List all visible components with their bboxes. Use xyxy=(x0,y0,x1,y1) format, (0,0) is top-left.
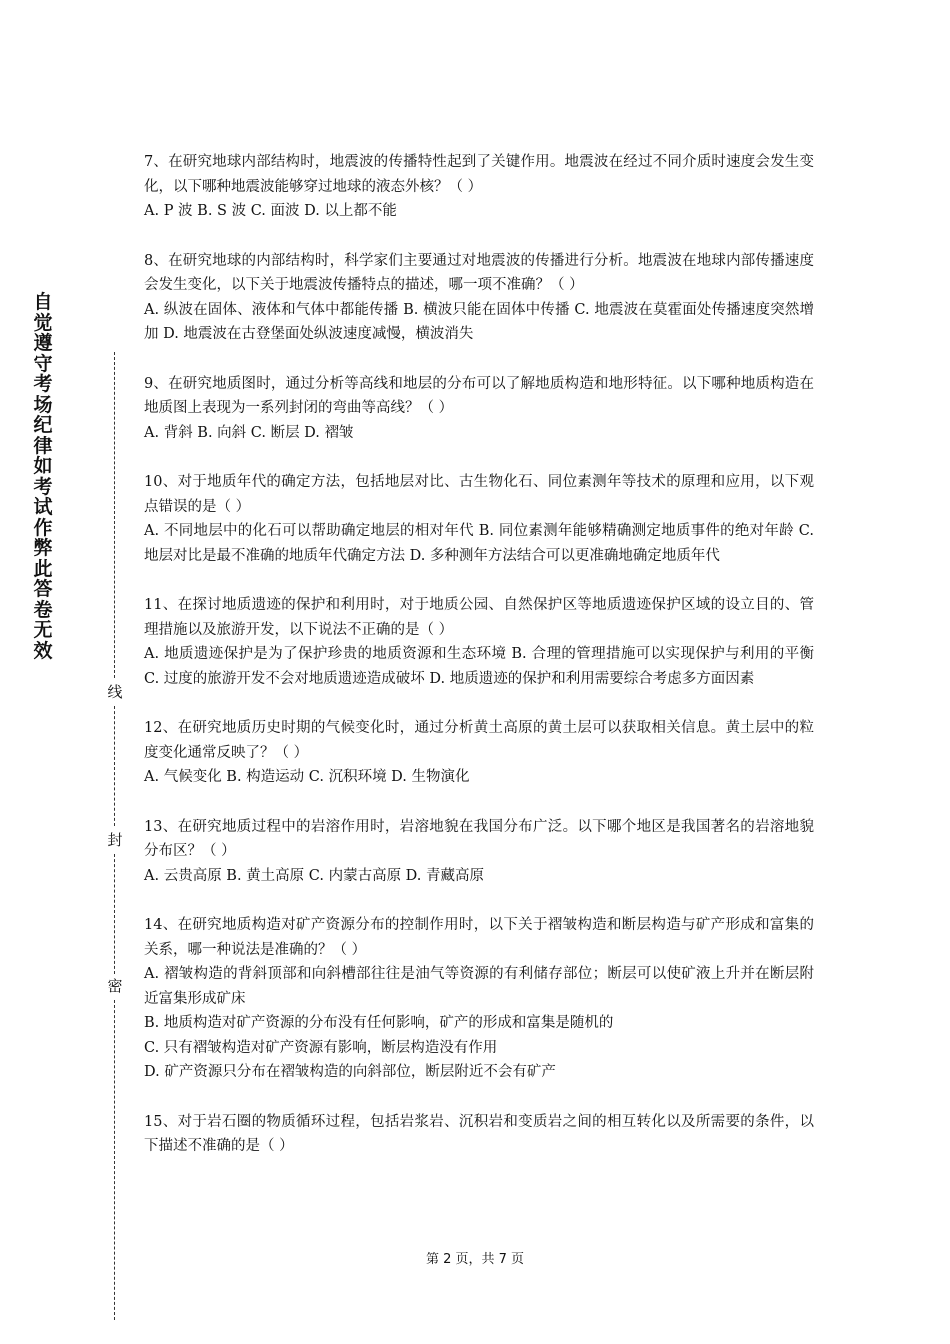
question-stem: 10、对于地质年代的确定方法，包括地层对比、古生物化石、同位素测年等技术的原理和应用，以下观点错误的是（ ） xyxy=(144,474,814,515)
question-item xyxy=(144,1110,814,1159)
question-stem: 12、在研究地质历史时期的气候变化时，通过分析黄土高原的黄土层可以获取相关信息。黄土层中的粒度变化通常反映了？（ ） xyxy=(144,720,814,761)
page-number: 第 2 页，共 7 页 xyxy=(425,1252,525,1267)
option-c: C. 只有褶皱构造对矿产资源有影响，断层构造没有作用 xyxy=(144,1039,498,1056)
option-d: D. 矿产资源只分布在褶皱构造的向斜部位，断层附近不会有矿产 xyxy=(144,1064,556,1080)
question-options: A. 纵波在固体、液体和气体中都能传播 B. 横波只能在固体中传播 C. 地震波在莫霍面处传播速度突然增加 D. 地震波在古登堡面处纵波速度减慢，横波消失 xyxy=(144,301,814,342)
seal-label-seal: 封 xyxy=(107,831,123,849)
question-item xyxy=(144,249,814,347)
question-item xyxy=(144,913,814,1085)
question-item xyxy=(144,150,814,224)
question-item xyxy=(144,372,814,446)
question-options: A. 气候变化 B. 构造运动 C. 沉积环境 D. 生物演化 xyxy=(144,769,470,785)
question-stem: 9、在研究地质图时，通过分析等高线和地层的分布可以了解地质构造和地形特征。以下哪种地质构造在地质图上表现为一系列封闭的弯曲等高线？（ ） xyxy=(144,375,814,416)
question-list xyxy=(144,150,814,1184)
question-item xyxy=(144,815,814,889)
question-options: A. 不同地层中的化石可以帮助确定地层的相对年代 B. 同位素测年能够精确测定地质事件的绝对年龄 C. 地层对比是最不准确的地质年代确定方法 D. 多种测年方法结合可以更准确地确定地质年代 xyxy=(144,523,814,564)
binding-dashed-line xyxy=(114,1000,115,1320)
question-stem: 8、在研究地球的内部结构时，科学家们主要通过对地震波的传播进行分析。地震波在地球内部传播速度会发生变化，以下关于地震波传播特点的描述，哪一项不准确？（ ） xyxy=(144,252,814,293)
question-options: A. 云贵高原 B. 黄土高原 C. 内蒙古高原 D. 青藏高原 xyxy=(144,867,485,884)
binding-dashed-line xyxy=(114,706,115,826)
question-stem: 7、在研究地球内部结构时，地震波的传播特性起到了关键作用。地震波在经过不同介质时速度会发生变化，以下哪种地震波能够穿过地球的液态外核？（ ） xyxy=(144,154,814,195)
question-stem: 11、在探讨地质遗迹的保护和利用时，对于地质公园、自然保护区等地质遗迹保护区域的设立目的、管理措施以及旅游开发，以下说法不正确的是（ ） xyxy=(144,597,814,638)
question-stem: 15、对于岩石圈的物质循环过程，包括岩浆岩、沉积岩和变质岩之间的相互转化以及所需要的条件，以下描述不准确的是（ ） xyxy=(144,1113,814,1154)
binding-dashed-line xyxy=(114,854,115,974)
option-b: B. 地质构造对矿产资源的分布没有任何影响，矿产的形成和富集是随机的 xyxy=(144,1015,614,1031)
question-options: A. 背斜 B. 向斜 C. 断层 D. 褶皱 xyxy=(144,424,354,441)
question-item xyxy=(144,470,814,568)
question-stem: 14、在研究地质构造对矿产资源分布的控制作用时，以下关于褶皱构造和断层构造与矿产形成和富集的关系，哪一种说法是准确的？（ ） xyxy=(144,917,814,958)
binding-dashed-line xyxy=(114,352,115,678)
seal-label-secret: 密 xyxy=(107,977,123,995)
exam-discipline-notice: 自觉遵守考场纪律如考试作弊此答卷无效 xyxy=(33,291,53,662)
question-stem: 13、在研究地质过程中的岩溶作用时，岩溶地貌在我国分布广泛。以下哪个地区是我国著名的岩溶地貌分布区？（ ） xyxy=(144,818,814,859)
question-options: A. P 波 B. S 波 C. 面波 D. 以上都不能 xyxy=(144,203,397,219)
question-item xyxy=(144,593,814,691)
question-options: A. 地质遗迹保护是为了保护珍贵的地质资源和生态环境 B. 合理的管理措施可以实现保护与利用的平衡 C. 过度的旅游开发不会对地质遗迹造成破坏 D. 地质遗迹的保护和利用需要综合考虑多方面因素 xyxy=(144,646,814,687)
question-item xyxy=(144,716,814,790)
seal-label-line: 线 xyxy=(107,683,123,701)
option-a: A. 褶皱构造的背斜顶部和向斜槽部往往是油气等资源的有利储存部位；断层可以使矿液上升并在断层附近富集形成矿床 xyxy=(144,966,814,1007)
